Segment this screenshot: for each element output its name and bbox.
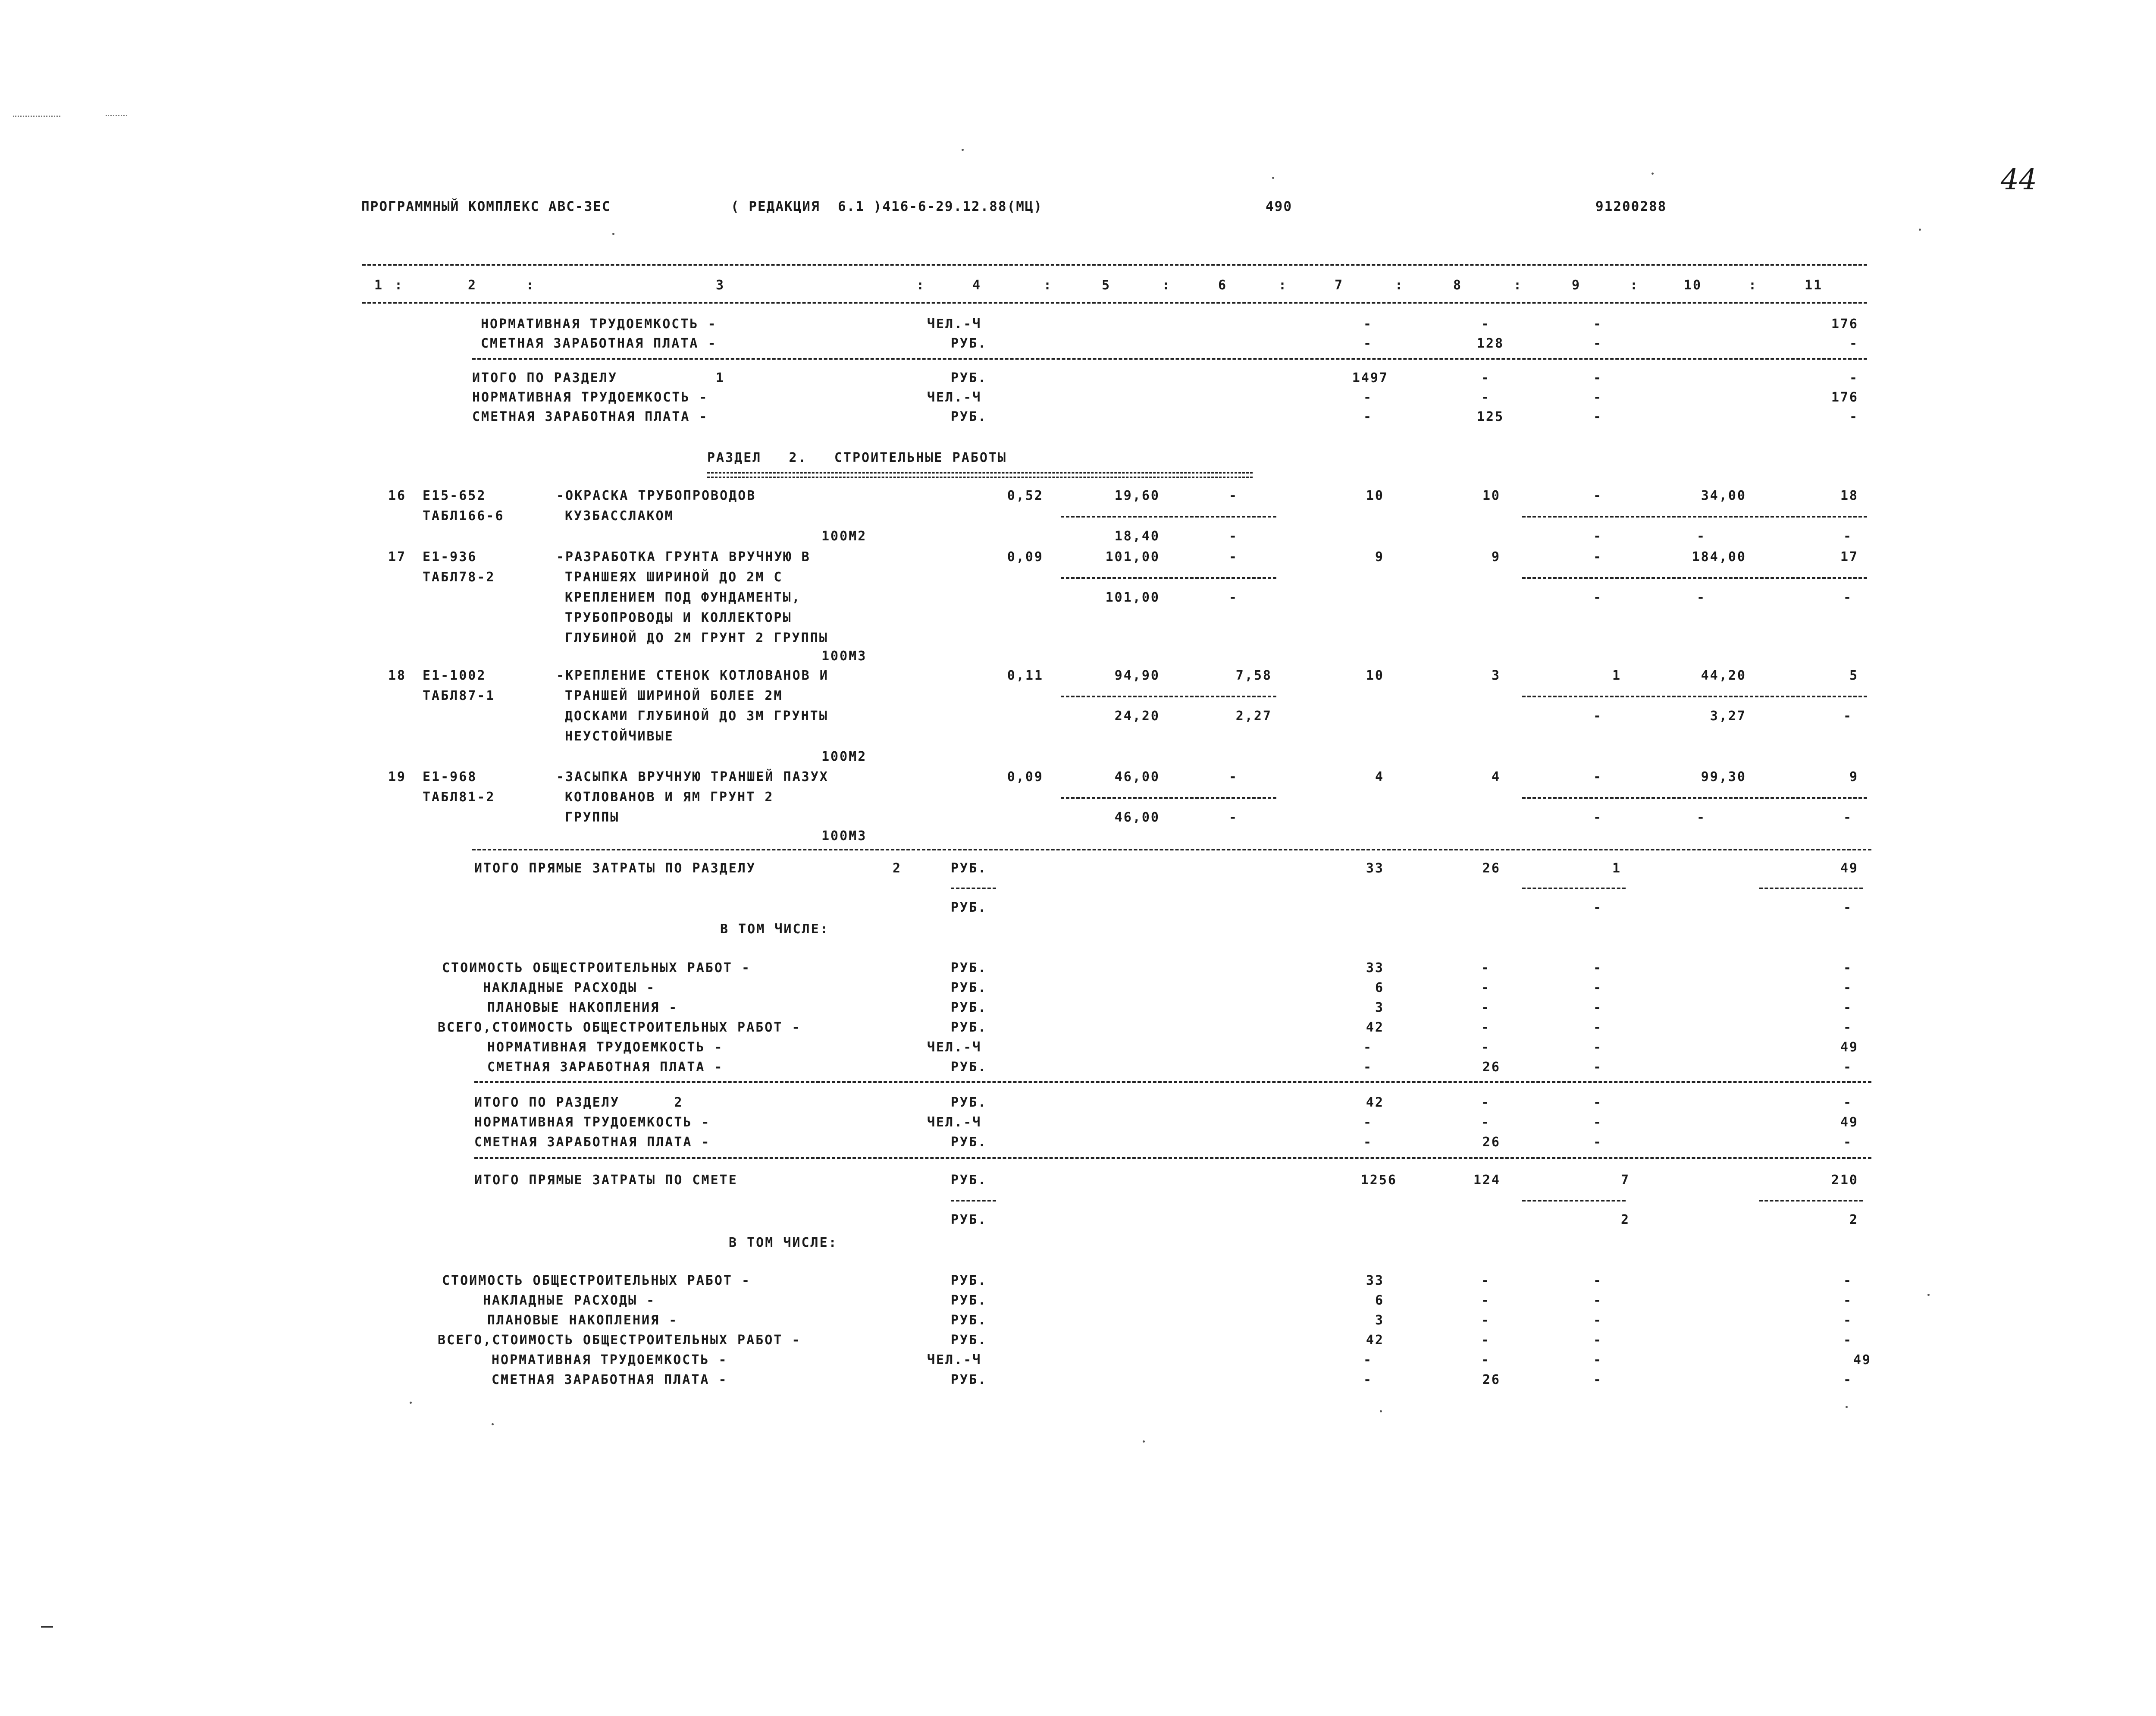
cell-c9: - bbox=[1593, 1333, 1603, 1348]
rule bbox=[1759, 888, 1863, 889]
col-1: 1 bbox=[374, 278, 384, 293]
cell-c11: 5 bbox=[1849, 668, 1858, 683]
cell-c7: - bbox=[1363, 1060, 1373, 1075]
cell-c11: - bbox=[1843, 980, 1853, 995]
cell-c11: 49 bbox=[1840, 1040, 1858, 1055]
section-total-label: ИТОГО ПО РАЗДЕЛУ 2 bbox=[474, 1095, 683, 1110]
cell-c9: - bbox=[1593, 810, 1603, 825]
labor-label: НОРМАТИВНАЯ ТРУДОЕМКОСТЬ - bbox=[472, 390, 708, 405]
cell-c10: - bbox=[1697, 810, 1706, 825]
unit: РУБ. bbox=[951, 1212, 987, 1227]
cell-c7: 6 bbox=[1375, 980, 1384, 995]
cell-c6: - bbox=[1229, 810, 1238, 825]
col-sep: : bbox=[1279, 278, 1288, 293]
cell-c6: - bbox=[1229, 590, 1238, 605]
cell-c11: 49 bbox=[1840, 1115, 1858, 1130]
scan-mark bbox=[41, 1626, 53, 1628]
cell-c9: - bbox=[1593, 1095, 1603, 1110]
unit: РУБ. bbox=[951, 1293, 987, 1308]
cell-c7: - bbox=[1363, 390, 1373, 405]
cell-c10: 3,27 bbox=[1710, 709, 1746, 724]
cell-c9: - bbox=[1593, 769, 1603, 784]
cell-c10: 184,00 bbox=[1692, 549, 1746, 565]
cell-c9: - bbox=[1593, 1273, 1603, 1288]
item-desc-line: КУЗБАССЛАКОМ bbox=[565, 508, 674, 524]
cell-c8: - bbox=[1481, 1020, 1491, 1035]
cell-c8: 124 bbox=[1473, 1173, 1501, 1188]
scan-speck bbox=[1651, 173, 1654, 175]
cell-c8: - bbox=[1481, 390, 1491, 405]
col-2: 2 bbox=[468, 278, 477, 293]
cell-c11: - bbox=[1843, 1000, 1853, 1015]
unit: РУБ. bbox=[951, 900, 987, 915]
unit: ЧЕЛ.-Ч bbox=[927, 1040, 982, 1055]
cell-c7: - bbox=[1363, 1352, 1373, 1368]
handwritten-page-number: 44 bbox=[2001, 163, 2037, 196]
cell-c9: - bbox=[1593, 336, 1603, 351]
item-qty: 0,09 bbox=[1007, 549, 1044, 565]
item-desc-line: ТРАНШЕЙ ШИРИНОЙ БОЛЕЕ 2М bbox=[565, 688, 783, 703]
item-number: 18 bbox=[388, 668, 407, 683]
cell-c11: - bbox=[1843, 1060, 1853, 1075]
wage-unit: РУБ. bbox=[951, 336, 987, 351]
cell-c9: - bbox=[1593, 1372, 1603, 1387]
breakdown-label: НОРМАТИВНАЯ ТРУДОЕМКОСТЬ - bbox=[487, 1040, 724, 1055]
breakdown-label: СМЕТНАЯ ЗАРАБОТНАЯ ПЛАТА - bbox=[492, 1372, 728, 1387]
cell-c9: - bbox=[1593, 1313, 1603, 1328]
cell-c11: - bbox=[1849, 409, 1858, 424]
breakdown-label: НАКЛАДНЫЕ РАСХОДЫ - bbox=[483, 980, 656, 995]
cell-c8: - bbox=[1481, 1115, 1491, 1130]
scan-speck bbox=[1143, 1440, 1145, 1443]
scan-speck bbox=[1380, 1410, 1382, 1412]
cell-c8: - bbox=[1481, 980, 1491, 995]
cell-c11: 176 bbox=[1831, 317, 1858, 332]
cell-c11: - bbox=[1849, 336, 1858, 351]
item-table: ТАБЛ166-6 bbox=[423, 508, 505, 524]
cell-c9: - bbox=[1593, 1060, 1603, 1075]
item-desc-line: НЕУСТОЙЧИВЫЕ bbox=[565, 729, 674, 744]
cell-c7: - bbox=[1363, 409, 1373, 424]
cell-c7: 42 bbox=[1366, 1095, 1384, 1110]
breakdown-label: ПЛАНОВЫЕ НАКОПЛЕНИЯ - bbox=[487, 1313, 678, 1328]
unit: РУБ. bbox=[951, 1020, 987, 1035]
cell-c9: - bbox=[1593, 1352, 1603, 1368]
rule bbox=[951, 888, 996, 889]
scan-mark bbox=[106, 115, 127, 116]
item-desc-line: -КРЕПЛЕНИЕ СТЕНОК КОТЛОВАНОВ И bbox=[556, 668, 829, 683]
rule bbox=[1061, 696, 1276, 697]
cell-c5: 18,40 bbox=[1114, 529, 1160, 544]
item-desc-line: ДОСКАМИ ГЛУБИНОЙ ДО 3М ГРУНТЫ bbox=[565, 709, 828, 724]
col-sep: : bbox=[1395, 278, 1404, 293]
breakdown-label: ПЛАНОВЫЕ НАКОПЛЕНИЯ - bbox=[487, 1000, 678, 1015]
rule bbox=[474, 1081, 1871, 1083]
scan-speck bbox=[962, 149, 964, 151]
col-8: 8 bbox=[1453, 278, 1463, 293]
cell-c8: - bbox=[1481, 317, 1491, 332]
col-sep: : bbox=[1162, 278, 1172, 293]
cell-c11: - bbox=[1843, 1372, 1853, 1387]
cell-c7: - bbox=[1363, 336, 1373, 351]
cell-c9: - bbox=[1593, 980, 1603, 995]
item-code: Е1-936 bbox=[423, 549, 477, 565]
cell-c9: - bbox=[1593, 1020, 1603, 1035]
cell-c7: - bbox=[1363, 1040, 1373, 1055]
labor-unit: ЧЕЛ.-Ч bbox=[927, 390, 982, 405]
breakdown-label: СТОИМОСТЬ ОБЩЕСТРОИТЕЛЬНЫХ РАБОТ - bbox=[442, 1273, 751, 1288]
cell-c5: 19,60 bbox=[1114, 488, 1160, 503]
cell-c11: 49 bbox=[1853, 1352, 1871, 1368]
cell-c6: - bbox=[1229, 488, 1238, 503]
col-sep: : bbox=[1514, 278, 1523, 293]
cell-c6: 2,27 bbox=[1235, 709, 1272, 724]
scan-speck bbox=[410, 1402, 412, 1404]
rule bbox=[1522, 696, 1867, 697]
unit: РУБ. bbox=[951, 1095, 987, 1110]
rule bbox=[362, 302, 1867, 304]
cell-c7: 6 bbox=[1375, 1293, 1384, 1308]
unit: РУБ. bbox=[951, 1060, 987, 1075]
unit: РУБ. bbox=[951, 1313, 987, 1328]
cell-c8: 128 bbox=[1477, 336, 1504, 351]
cell-c8: - bbox=[1481, 1000, 1491, 1015]
cell-c9: - bbox=[1593, 1115, 1603, 1130]
unit: РУБ. bbox=[951, 1273, 987, 1288]
cell-c9: - bbox=[1593, 390, 1603, 405]
col-sep: : bbox=[1630, 278, 1639, 293]
rule bbox=[362, 264, 1867, 266]
cell-c7: 1497 bbox=[1352, 370, 1388, 386]
cell-c11: - bbox=[1849, 370, 1858, 386]
cell-c9: - bbox=[1593, 488, 1603, 503]
cell-c8: 26 bbox=[1482, 861, 1501, 876]
cell-c9: - bbox=[1593, 1040, 1603, 1055]
cell-c7: - bbox=[1363, 317, 1373, 332]
cell-c7: 10 bbox=[1366, 668, 1384, 683]
cell-c11: 210 bbox=[1831, 1173, 1858, 1188]
item-qty: 0,52 bbox=[1007, 488, 1044, 503]
estimate-code: 91200288 bbox=[1595, 199, 1667, 214]
cell-c8: - bbox=[1481, 1352, 1491, 1368]
col-9: 9 bbox=[1572, 278, 1581, 293]
wage-label: СМЕТНАЯ ЗАРАБОТНАЯ ПЛАТА - bbox=[472, 409, 708, 424]
cell-c11: - bbox=[1843, 529, 1853, 544]
unit: РУБ. bbox=[951, 1000, 987, 1015]
unit: РУБ. bbox=[951, 1173, 987, 1188]
printout-page: 490 bbox=[1266, 199, 1292, 214]
cell-c10: 34,00 bbox=[1701, 488, 1746, 503]
cell-c7: - bbox=[1363, 1372, 1373, 1387]
cell-c11: - bbox=[1843, 709, 1853, 724]
item-unit: 100М3 bbox=[821, 649, 867, 664]
cell-c11: 18 bbox=[1840, 488, 1858, 503]
cell-c11: - bbox=[1843, 900, 1853, 915]
program-title: ПРОГРАММНЫЙ КОМПЛЕКС АВС-3ЕС bbox=[361, 199, 611, 214]
cell-c7: 1256 bbox=[1360, 1173, 1397, 1188]
item-number: 16 bbox=[388, 488, 407, 503]
item-unit: 100М2 bbox=[821, 529, 867, 544]
wage-label: СМЕТНАЯ ЗАРАБОТНАЯ ПЛАТА - bbox=[481, 336, 717, 351]
unit: ЧЕЛ.-Ч bbox=[927, 1352, 982, 1368]
item-unit: 100М3 bbox=[821, 828, 867, 844]
col-sep: : bbox=[1044, 278, 1053, 293]
section-title: РАЗДЕЛ 2. СТРОИТЕЛЬНЫЕ РАБОТЫ bbox=[707, 450, 1007, 465]
cell-c5: 46,00 bbox=[1114, 810, 1160, 825]
section-total-label: ИТОГО ПО РАЗДЕЛУ bbox=[472, 370, 617, 386]
cell-c11: - bbox=[1843, 1020, 1853, 1035]
cell-c10: - bbox=[1697, 529, 1706, 544]
rule bbox=[1061, 577, 1276, 579]
cell-c6: - bbox=[1229, 769, 1238, 784]
unit: РУБ. bbox=[951, 980, 987, 995]
cell-c6: 7,58 bbox=[1235, 668, 1272, 683]
scan-speck bbox=[1927, 1294, 1930, 1296]
col-sep: : bbox=[395, 278, 404, 293]
cell-c6: - bbox=[1229, 529, 1238, 544]
breakdown-label: СТОИМОСТЬ ОБЩЕСТРОИТЕЛЬНЫХ РАБОТ - bbox=[442, 960, 751, 976]
item-code: Е1-1002 bbox=[423, 668, 486, 683]
col-sep: : bbox=[916, 278, 926, 293]
cell-c11: 2 bbox=[1849, 1212, 1858, 1227]
item-code: Е15-652 bbox=[423, 488, 486, 503]
cell-c9: - bbox=[1593, 529, 1603, 544]
cell-c8: 26 bbox=[1482, 1135, 1501, 1150]
cell-c9: - bbox=[1593, 590, 1603, 605]
cell-c9: - bbox=[1593, 409, 1603, 424]
cell-c7: 9 bbox=[1375, 549, 1384, 565]
scan-speck bbox=[1919, 229, 1921, 231]
item-number: 17 bbox=[388, 549, 407, 565]
cell-c7: - bbox=[1363, 1135, 1373, 1150]
col-5: 5 bbox=[1102, 278, 1111, 293]
cell-c9: - bbox=[1593, 317, 1603, 332]
col-4: 4 bbox=[972, 278, 982, 293]
scan-speck bbox=[1272, 177, 1274, 179]
breakdown-label: ВСЕГО,СТОИМОСТЬ ОБЩЕСТРОИТЕЛЬНЫХ РАБОТ - bbox=[438, 1020, 801, 1035]
cell-c8: - bbox=[1481, 1040, 1491, 1055]
cell-c9: - bbox=[1593, 549, 1603, 565]
cell-c11: 49 bbox=[1840, 861, 1858, 876]
rule bbox=[472, 849, 1871, 850]
cell-c9: 1 bbox=[1612, 861, 1621, 876]
scan-speck bbox=[1846, 1406, 1848, 1408]
cell-c9: 7 bbox=[1620, 1173, 1630, 1188]
cell-c8: 10 bbox=[1482, 488, 1501, 503]
rule bbox=[1522, 577, 1867, 579]
scan-speck bbox=[492, 1423, 494, 1425]
item-desc-line: ТРУБОПРОВОДЫ И КОЛЛЕКТОРЫ bbox=[565, 610, 792, 625]
cell-c9: - bbox=[1593, 960, 1603, 976]
cell-c10: 99,30 bbox=[1701, 769, 1746, 784]
cell-c11: - bbox=[1843, 590, 1853, 605]
cell-c9: 2 bbox=[1620, 1212, 1630, 1227]
item-desc-line: КРЕПЛЕНИЕМ ПОД ФУНДАМЕНТЫ, bbox=[565, 590, 801, 605]
col-11: 11 bbox=[1805, 278, 1823, 293]
breakdown-label: СМЕТНАЯ ЗАРАБОТНАЯ ПЛАТА - bbox=[487, 1060, 724, 1075]
cell-c7: 33 bbox=[1366, 960, 1384, 976]
labor-label: НОРМАТИВНАЯ ТРУДОЕМКОСТЬ - bbox=[481, 317, 717, 332]
col-10: 10 bbox=[1684, 278, 1702, 293]
cell-c8: 3 bbox=[1491, 668, 1501, 683]
cell-c5: 101,00 bbox=[1105, 590, 1160, 605]
cell-c9: 1 bbox=[1612, 668, 1621, 683]
item-table: ТАБЛ87-1 bbox=[423, 688, 495, 703]
cell-c9: - bbox=[1593, 1293, 1603, 1308]
item-table: ТАБЛ78-2 bbox=[423, 570, 495, 585]
unit: РУБ. bbox=[951, 1372, 987, 1387]
cell-c6: - bbox=[1229, 549, 1238, 565]
cell-c8: - bbox=[1481, 960, 1491, 976]
cell-c8: - bbox=[1481, 1293, 1491, 1308]
rule bbox=[1522, 516, 1867, 518]
rule bbox=[1061, 516, 1276, 518]
estimate-direct-label: ИТОГО ПРЯМЫЕ ЗАТРАТЫ ПО СМЕТЕ bbox=[474, 1173, 738, 1188]
item-desc-line: -ЗАСЫПКА ВРУЧНУЮ ТРАНШЕЙ ПАЗУХ bbox=[556, 769, 829, 784]
cell-c9: - bbox=[1593, 1000, 1603, 1015]
section-number: 1 bbox=[716, 370, 725, 386]
rule bbox=[472, 358, 1867, 360]
cell-c11: - bbox=[1843, 960, 1853, 976]
cell-c10: - bbox=[1697, 590, 1706, 605]
cell-c7: 10 bbox=[1366, 488, 1384, 503]
labor-unit: ЧЕЛ.-Ч bbox=[927, 317, 982, 332]
rule bbox=[1759, 1200, 1863, 1202]
item-table: ТАБЛ81-2 bbox=[423, 790, 495, 805]
item-qty: 0,11 bbox=[1007, 668, 1044, 683]
wage-unit: РУБ. bbox=[951, 409, 987, 424]
rule bbox=[951, 1200, 996, 1202]
cell-c8: - bbox=[1481, 1313, 1491, 1328]
cell-c8: - bbox=[1481, 1333, 1491, 1348]
scan-mark bbox=[13, 116, 60, 117]
labor-label: НОРМАТИВНАЯ ТРУДОЕМКОСТЬ - bbox=[474, 1115, 711, 1130]
rule bbox=[1061, 797, 1276, 799]
wage-label: СМЕТНАЯ ЗАРАБОТНАЯ ПЛАТА - bbox=[474, 1135, 711, 1150]
cell-c8: - bbox=[1481, 1273, 1491, 1288]
item-number: 19 bbox=[388, 769, 407, 784]
item-unit: 100М2 bbox=[821, 749, 867, 764]
cell-c7: 42 bbox=[1366, 1020, 1384, 1035]
cell-c8: 125 bbox=[1477, 409, 1504, 424]
col-sep: : bbox=[1749, 278, 1758, 293]
cell-c8: 26 bbox=[1482, 1372, 1501, 1387]
edition-info: ( РЕДАКЦИЯ 6.1 )416-6-29.12.88(МЦ) bbox=[731, 199, 1043, 214]
cell-c8: 9 bbox=[1491, 549, 1501, 565]
col-7: 7 bbox=[1335, 278, 1344, 293]
item-desc-line: ГЛУБИНОЙ ДО 2М ГРУНТ 2 ГРУППЫ bbox=[565, 631, 828, 646]
item-desc-line: ГРУППЫ bbox=[565, 810, 620, 825]
cell-c8: 26 bbox=[1482, 1060, 1501, 1075]
cell-c11: - bbox=[1843, 1313, 1853, 1328]
cell-c11: - bbox=[1843, 1095, 1853, 1110]
cell-c9: - bbox=[1593, 709, 1603, 724]
cell-c8: - bbox=[1481, 1095, 1491, 1110]
cell-c10: 44,20 bbox=[1701, 668, 1746, 683]
title-underline bbox=[707, 472, 1253, 478]
rule bbox=[1522, 1200, 1626, 1202]
cell-c11: - bbox=[1843, 1273, 1853, 1288]
unit: ЧЕЛ.-Ч bbox=[927, 1115, 982, 1130]
cell-c11: 176 bbox=[1831, 390, 1858, 405]
breakdown-label: НОРМАТИВНАЯ ТРУДОЕМКОСТЬ - bbox=[492, 1352, 728, 1368]
unit: РУБ. bbox=[951, 1135, 987, 1150]
rule bbox=[1522, 888, 1626, 889]
direct-costs-label: ИТОГО ПРЯМЫЕ ЗАТРАТЫ ПО РАЗДЕЛУ bbox=[474, 861, 756, 876]
item-desc-line: КОТЛОВАНОВ И ЯМ ГРУНТ 2 bbox=[565, 790, 774, 805]
col-3: 3 bbox=[716, 278, 725, 293]
cell-c7: 42 bbox=[1366, 1333, 1384, 1348]
item-desc-line: ТРАНШЕЯХ ШИРИНОЙ ДО 2М С bbox=[565, 570, 783, 585]
cell-c7: 4 bbox=[1375, 769, 1384, 784]
cell-c11: 17 bbox=[1840, 549, 1858, 565]
cell-c7: 3 bbox=[1375, 1000, 1384, 1015]
including-label: В ТОМ ЧИСЛЕ: bbox=[720, 922, 829, 937]
cell-c7: 33 bbox=[1366, 1273, 1384, 1288]
unit: РУБ. bbox=[951, 861, 987, 876]
cell-c8: 4 bbox=[1491, 769, 1501, 784]
cell-c5: 101,00 bbox=[1105, 549, 1160, 565]
breakdown-label: НАКЛАДНЫЕ РАСХОДЫ - bbox=[483, 1293, 656, 1308]
including-label: В ТОМ ЧИСЛЕ: bbox=[729, 1235, 838, 1250]
cell-c8: - bbox=[1481, 370, 1491, 386]
unit: РУБ. bbox=[951, 960, 987, 976]
col-6: 6 bbox=[1218, 278, 1228, 293]
item-code: Е1-968 bbox=[423, 769, 477, 784]
cell-c11: - bbox=[1843, 1293, 1853, 1308]
scan-speck bbox=[612, 233, 614, 235]
cell-c9: - bbox=[1593, 370, 1603, 386]
unit: РУБ. bbox=[951, 370, 987, 386]
cell-c5: 94,90 bbox=[1114, 668, 1160, 683]
cell-c7: 3 bbox=[1375, 1313, 1384, 1328]
cell-c11: 9 bbox=[1849, 769, 1858, 784]
item-desc-line: -ОКРАСКА ТРУБОПРОВОДОВ bbox=[556, 488, 756, 503]
breakdown-label: ВСЕГО,СТОИМОСТЬ ОБЩЕСТРОИТЕЛЬНЫХ РАБОТ - bbox=[438, 1333, 801, 1348]
unit: РУБ. bbox=[951, 1333, 987, 1348]
cell-c5: 46,00 bbox=[1114, 769, 1160, 784]
item-qty: 0,09 bbox=[1007, 769, 1044, 784]
cell-c9: - bbox=[1593, 900, 1603, 915]
rule bbox=[1522, 797, 1867, 799]
rule bbox=[474, 1157, 1871, 1159]
cell-c11: - bbox=[1843, 1135, 1853, 1150]
cell-c11: - bbox=[1843, 1333, 1853, 1348]
cell-c5: 24,20 bbox=[1114, 709, 1160, 724]
section-number: 2 bbox=[893, 861, 902, 876]
cell-c7: 33 bbox=[1366, 861, 1384, 876]
cell-c9: - bbox=[1593, 1135, 1603, 1150]
item-desc-line: -РАЗРАБОТКА ГРУНТА ВРУЧНУЮ В bbox=[556, 549, 811, 565]
cell-c11: - bbox=[1843, 810, 1853, 825]
col-sep: : bbox=[526, 278, 536, 293]
cell-c7: - bbox=[1363, 1115, 1373, 1130]
